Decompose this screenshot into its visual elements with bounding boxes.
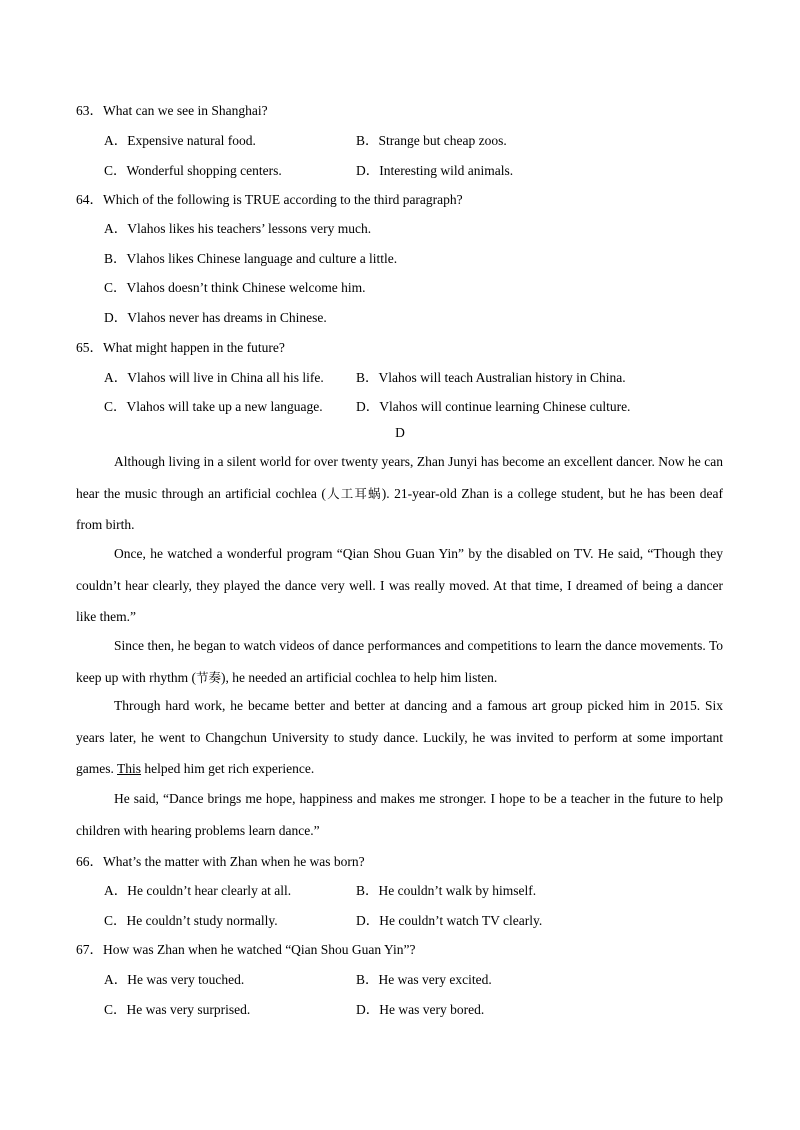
question-66-option-d: D．He couldn’t watch TV clearly. <box>356 913 543 928</box>
question-63-option-b: B．Strange but cheap zoos. <box>356 133 507 148</box>
p3-text-after: ), he needed an artificial cochlea to help him listen. <box>221 669 498 685</box>
p1-text-before: Although living in a silent world for over twenty years, Zhan Junyi has become an excellent dancer. Now he can hear the music through an artificial cochlea ( <box>76 454 723 501</box>
p3-text-before: Since then, he began to watch videos of dance performances and competitions to learn the dance movements. To keep up with rhythm ( <box>76 638 723 685</box>
p1-chinese-gloss: 人工耳蜗 <box>325 485 382 501</box>
question-63-option-d: D．Interesting wild animals. <box>356 163 514 178</box>
p4-text-before: Through hard work, he became better and better at dancing and a famous art group picked him in 2015. Six years later, he went to Changchun University to study dance. Luckily, he was invited to perform at some important games. <box>76 698 723 776</box>
question-64-stem: 64．Which of the following is TRUE according to the third paragraph? <box>76 192 463 207</box>
question-64-option-d: D．Vlahos never has dreams in Chinese. <box>104 310 327 325</box>
question-66-stem: 66．What’s the matter with Zhan when he was born? <box>76 854 365 869</box>
p4-underlined-word: This <box>117 761 142 776</box>
question-63-stem: 63．What can we see in Shanghai? <box>76 103 268 118</box>
passage-paragraph-4 <box>76 690 723 785</box>
question-67-stem: 67．How was Zhan when he watched “Qian Shou Guan Yin”? <box>76 942 416 957</box>
question-64-option-a: A．Vlahos likes his teachers’ lessons very much. <box>104 221 372 236</box>
question-66-option-a: A．He couldn’t hear clearly at all. <box>104 883 292 898</box>
passage-paragraph-5: He said, “Dance brings me hope, happiness and makes me stronger. I hope to be a teacher in the future to help children with hearing problems learn dance.” <box>76 791 723 838</box>
question-63-option-a: A．Expensive natural food. <box>104 133 256 148</box>
question-67-option-c: C．He was very surprised. <box>104 1002 251 1017</box>
question-67-option-d: D．He was very bored. <box>356 1002 485 1017</box>
question-65-option-a: A．Vlahos will live in China all his life. <box>104 370 324 385</box>
question-64-option-b: B．Vlahos likes Chinese language and culture a little. <box>104 251 398 266</box>
question-67-option-a: A．He was very touched. <box>104 972 245 987</box>
p3-chinese-gloss: 节奏 <box>195 669 221 685</box>
question-65-option-b: B．Vlahos will teach Australian history in China. <box>356 370 626 385</box>
passage-paragraph-2: Once, he watched a wonderful program “Qian Shou Guan Yin” by the disabled on TV. He said, “Though they couldn’t hear clearly, they played the dance very well. I was really moved. At that time, I dreamed of being a dancer like them.” <box>76 546 723 624</box>
question-64-option-c: C．Vlahos doesn’t think Chinese welcome him. <box>104 280 366 295</box>
question-65-option-d: D．Vlahos will continue learning Chinese culture. <box>356 399 631 414</box>
passage-paragraph-3 <box>76 630 723 693</box>
section-label: D <box>395 425 405 440</box>
question-65-stem: 65．What might happen in the future? <box>76 340 285 355</box>
passage-paragraph-1 <box>76 446 723 541</box>
question-65-option-c: C．Vlahos will take up a new language. <box>104 399 323 414</box>
question-66-option-c: C．He couldn’t study normally. <box>104 913 278 928</box>
question-63-option-c: C．Wonderful shopping centers. <box>104 163 282 178</box>
question-66-option-b: B．He couldn’t walk by himself. <box>356 883 537 898</box>
question-67-option-b: B．He was very excited. <box>356 972 492 987</box>
p1-text-after: ). 21-year-old Zhan is a college student, but he has been deaf from birth. <box>76 485 723 532</box>
p4-text-after: helped him get rich experience. <box>141 761 315 776</box>
